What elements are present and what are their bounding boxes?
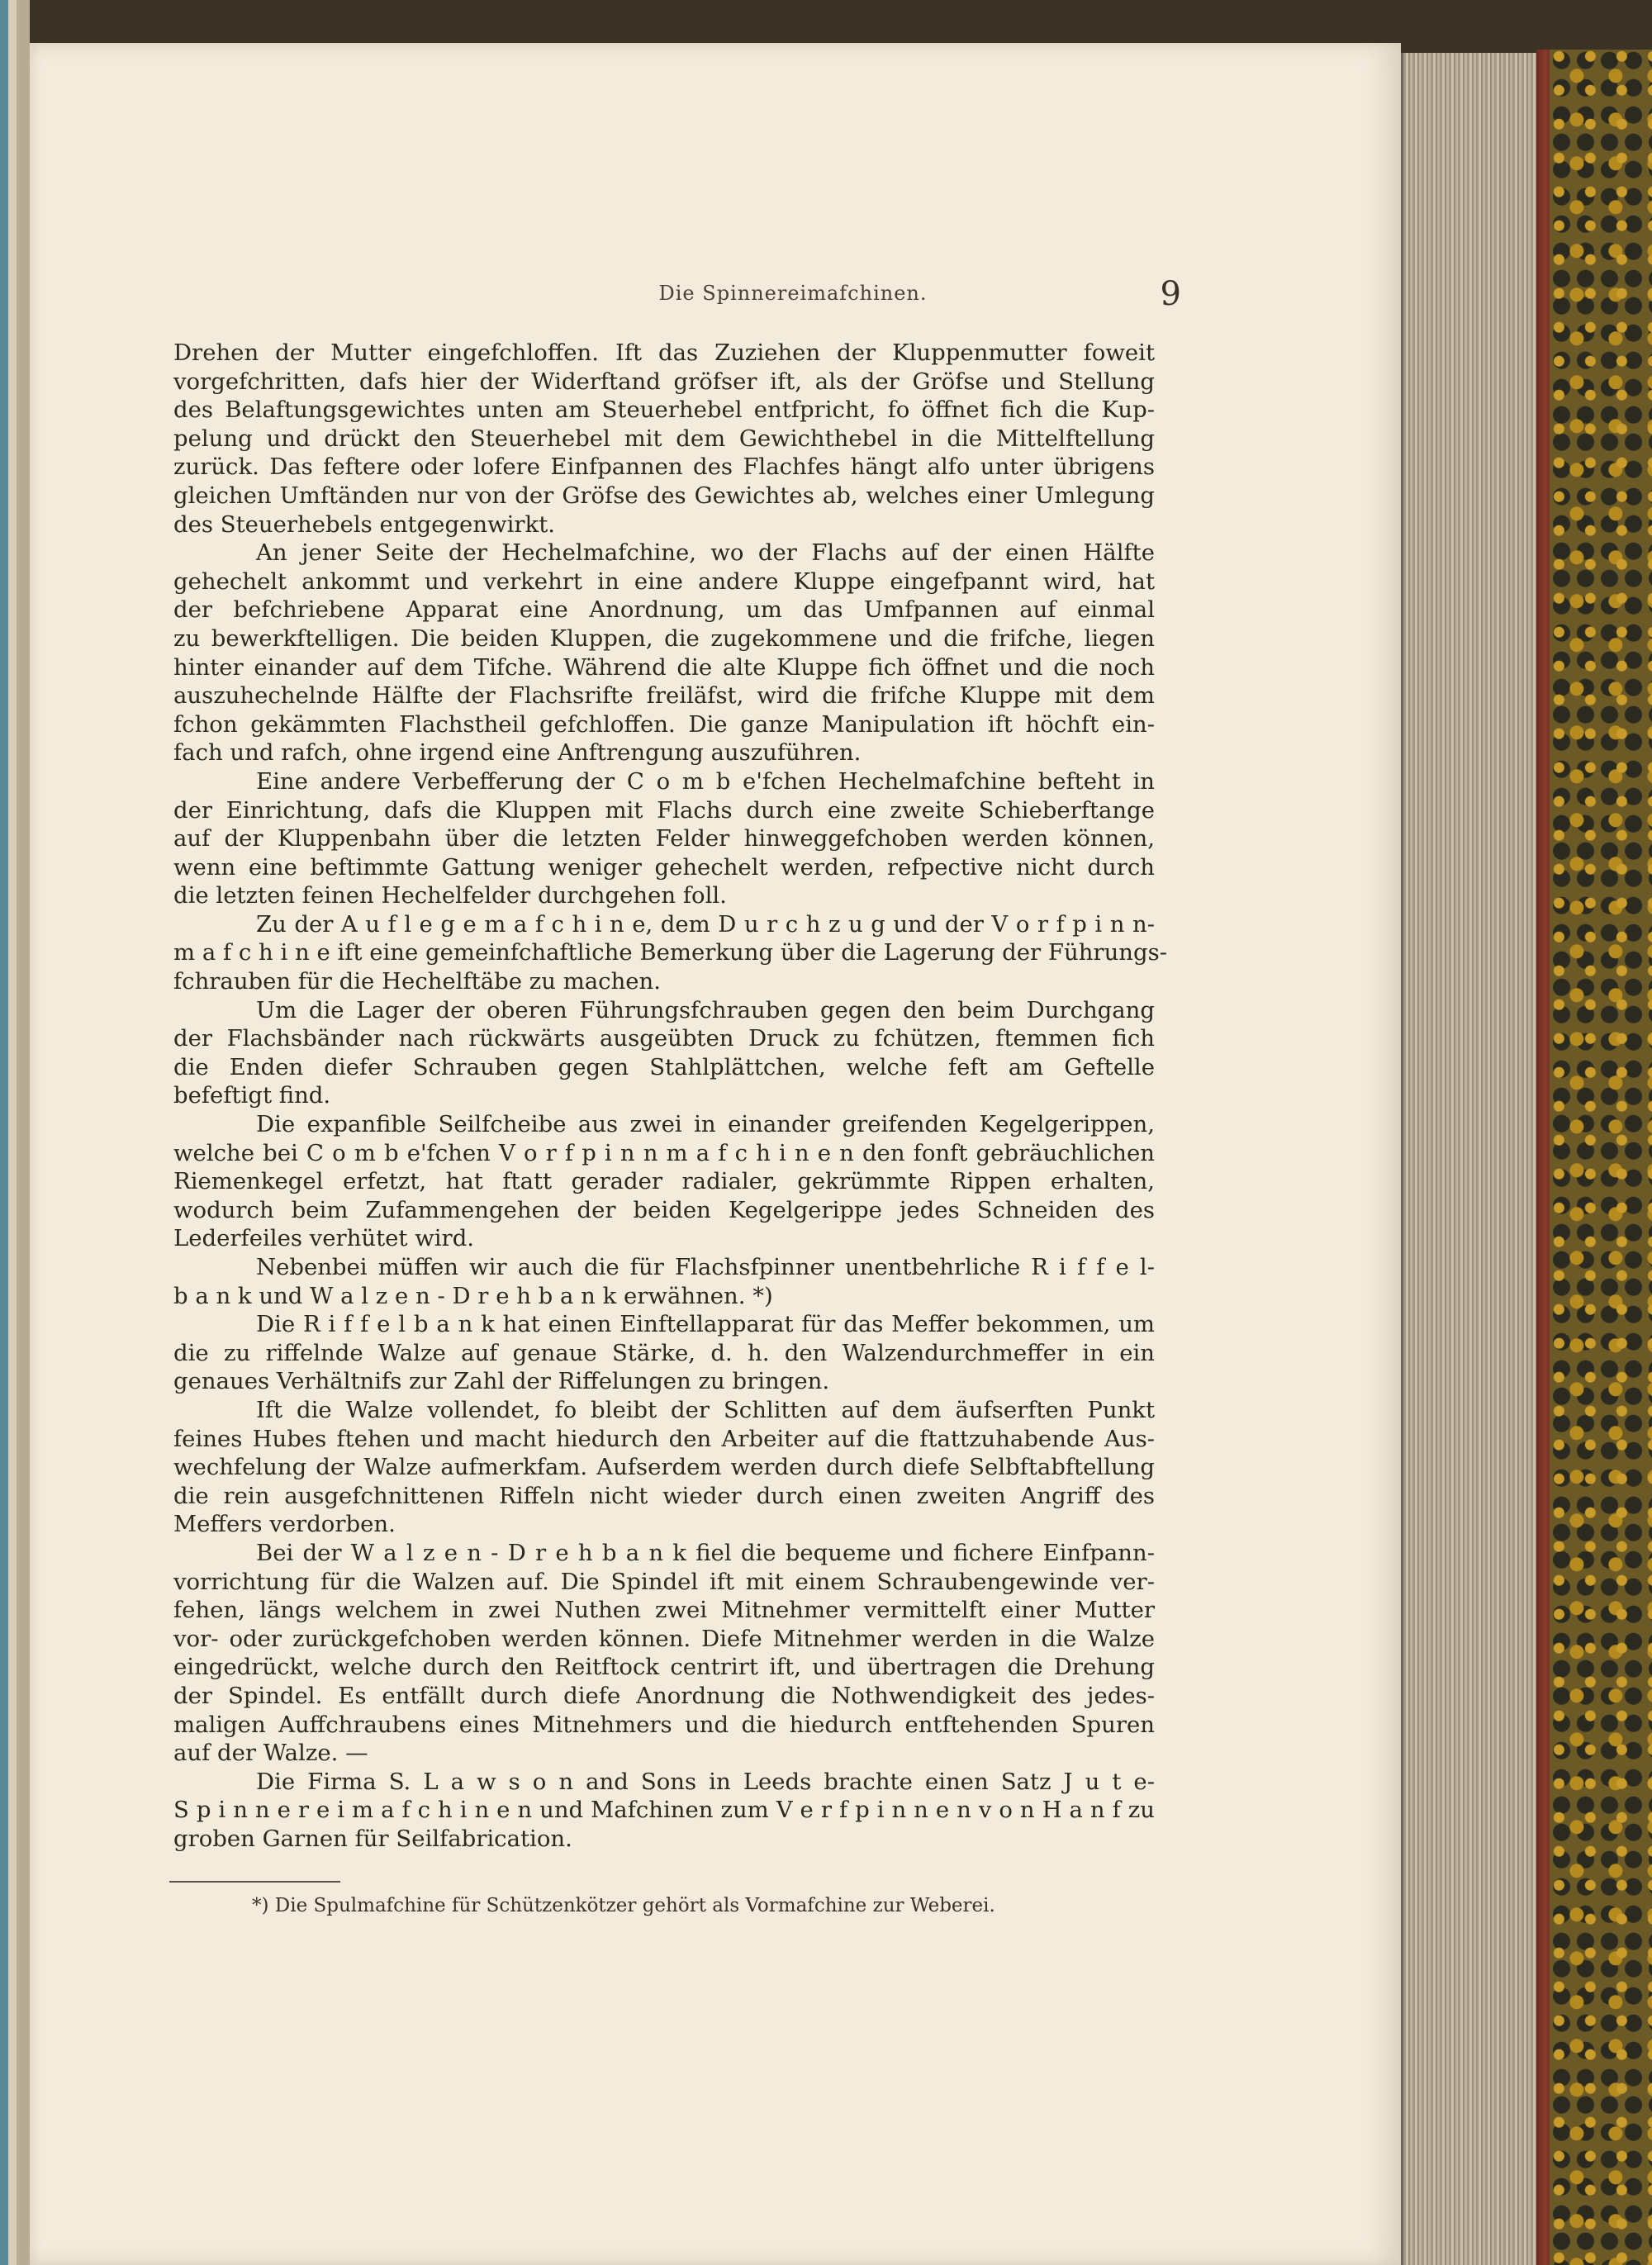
text-line: Nebenbei müffen wir auch die für Flachsfpinner unentbehrliche R i f f e l-	[256, 1254, 1155, 1280]
text-line: vor- oder zurückgefchoben werden können. Diefe Mitnehmer werden in die Walze	[173, 1625, 1155, 1652]
text-line: auf der Walze. —	[173, 1740, 368, 1767]
text-line: wechfelung der Walze aufmerkfam. Aufserdem werden durch diefe Selbftabftellung	[173, 1454, 1155, 1481]
left-page-edge	[0, 0, 30, 2265]
text-line: fchrauben für die Hechelftäbe zu machen.	[173, 968, 662, 995]
text-line: groben Garnen für Seilfabrication.	[173, 1825, 572, 1852]
footnote: *) Die Spulmafchine für Schützenkötzer gehört als Vormafchine zur Weberei.	[252, 1895, 995, 1916]
page-fore-edge	[1401, 53, 1552, 2265]
text-line: b a n k und W a l z e n - D r e h b a n k erwähnen. *)	[173, 1282, 773, 1309]
text-line: der Flachsbänder nach rückwärts ausgeübten Druck zu fchützen, ftemmen fich	[173, 1025, 1155, 1052]
text-line: Eine andere Verbefferung der C o m b e'fchen Hechelmafchine befteht in	[256, 767, 1155, 795]
text-line: die rein ausgefchnittenen Riffeln nicht wieder durch einen zweiten Angriff des	[173, 1482, 1155, 1509]
text-line: Die R i f f e l b a n k hat einen Einftellapparat für das Meffer bekommen, um	[256, 1311, 1155, 1338]
text-line: Riemenkegel erfetzt, hat ftatt gerader radialer, gekrümmte Rippen erhalten,	[173, 1168, 1155, 1195]
text-line: auszuhechelnde Hälfte der Flachsrifte freiläfst, wird die frifche Kluppe mit dem	[173, 682, 1155, 710]
text-line: gleichen Umftänden nur von der Gröfse des Gewichtes ab, welches einer Umlegung	[173, 482, 1155, 509]
text-line: maligen Auffchraubens eines Mitnehmers und die hiedurch entftehenden Spuren	[173, 1711, 1155, 1738]
text-line: Zu der A u f l e g e m a f c h i n e, dem D u r c h z u g und der V o r f p i n n-	[256, 910, 1155, 938]
text-line: eingedrückt, welche durch den Reitftock centrirt ift, und übertragen die Drehung	[173, 1654, 1155, 1681]
text-line: Die expanfible Seilfcheibe aus zwei in einander greifenden Kegelgerippen,	[256, 1111, 1155, 1138]
text-line: Bei der W a l z e n - D r e h b a n k fiel die bequeme und fichere Einfpann-	[256, 1539, 1155, 1566]
text-line: des Belaftungsgewichtes unten am Steuerhebel entfpricht, fo öffnet fich die Kup-	[173, 396, 1155, 424]
text-line: An jener Seite der Hechelmafchine, wo der Flachs auf der einen Hälfte	[256, 539, 1155, 567]
text-line: genaues Verhältnifs zur Zahl der Riffelungen zu bringen.	[173, 1368, 830, 1395]
text-line: die zu riffelnde Walze auf genaue Stärke, d. h. den Walzendurchmeffer in ein	[173, 1339, 1155, 1366]
text-line: S p i n n e r e i m a f c h i n e n und Mafchinen zum V e r f p i n n e n v o n H a n f zu	[173, 1797, 1155, 1824]
text-line: Meffers verdorben.	[173, 1511, 396, 1538]
text-line: fach und rafch, ohne irgend eine Anftrengung auszuführen.	[173, 739, 862, 767]
text-line: welche bei C o m b e'fchen V o r f p i n n m a f c h i n e n den fonft gebräuchlichen	[173, 1139, 1155, 1166]
body-text	[173, 339, 1168, 1853]
text-line: Die Firma S. L a w s o n and Sons in Leeds brachte einen Satz J u t e-	[256, 1768, 1155, 1795]
text-line: hinter einander auf dem Tifche. Während die alte Kluppe fich öffnet und die noch	[173, 653, 1155, 681]
text-line: Drehen der Mutter eingefchloffen. Ift das Zuziehen der Kluppenmutter foweit	[173, 340, 1155, 366]
text-line: des Steuerhebels entgegenwirkt.	[173, 510, 555, 538]
text-line: m a f c h i n e ift eine gemeinfchaftliche Bemerkung über die Lagerung der Führungs-	[173, 939, 1168, 966]
text-line: auf der Kluppenbahn über die letzten Felder hinweggefchoben werden können,	[173, 825, 1155, 852]
marbled-cover	[1550, 50, 1652, 2265]
text-line: der befchriebene Apparat eine Anordnung, um das Umfpannen auf einmal	[173, 596, 1155, 624]
text-line: Um die Lager der oberen Führungsfchrauben gegen den beim Durchgang	[256, 996, 1155, 1023]
text-line: gehechelt ankommt und verkehrt in eine andere Kluppe eingefpannt wird, hat	[173, 567, 1155, 595]
text-line: der Einrichtung, dafs die Kluppen mit Flachs durch eine zweite Schieberftange	[173, 796, 1155, 824]
running-head: Die Spinnereimafchinen.	[658, 282, 928, 305]
text-line: fehen, längs welchem in zwei Nuthen zwei Mitnehmer vermittelft einer Mutter	[173, 1597, 1155, 1624]
text-line: die letzten feinen Hechelfelder durchgehen foll.	[173, 882, 727, 909]
text-line: befeftigt find.	[173, 1082, 331, 1109]
text-line: vorgefchritten, dafs hier der Widerftand gröfser ift, als der Gröfse und Stellung	[173, 368, 1155, 395]
page-number: 9	[1160, 275, 1181, 313]
text-line: zurück. Das feftere oder lofere Einfpannen des Flachfes hängt alfo unter übrigens	[173, 453, 1155, 481]
text-line: Lederfeiles verhütet wird.	[173, 1225, 475, 1252]
text-line: wodurch beim Zufammengehen der beiden Kegelgerippe jedes Schneiden des	[173, 1196, 1155, 1223]
text-line: pelung und drückt den Steuerhebel mit dem Gewichthebel in die Mittelftellung	[173, 425, 1155, 452]
text-line: zu bewerkftelligen. Die beiden Kluppen, die zugekommene und die frifche, liegen	[173, 624, 1155, 652]
text-line: der Spindel. Es entfällt durch diefe Anordnung die Nothwendigkeit des jedes-	[173, 1682, 1155, 1709]
text-line: Ift die Walze vollendet, fo bleibt der Schlitten auf dem äufserften Punkt	[256, 1396, 1155, 1423]
text-line: die Enden diefer Schrauben gegen Stahlplättchen, welche feft am Geftelle	[173, 1053, 1155, 1080]
text-line: wenn eine beftimmte Gattung weniger gehechelt werden, refpective nicht durch	[173, 853, 1155, 881]
text-line: feines Hubes ftehen und macht hiedurch den Arbeiter auf die ftattzuhabende Aus-	[173, 1425, 1155, 1452]
text-line: vorrichtung für die Walzen auf. Die Spindel ift mit einem Schraubengewinde ver-	[173, 1568, 1155, 1595]
footnote-rule	[169, 1881, 340, 1883]
text-line: fchon gekämmten Flachstheil gefchloffen. Die ganze Manipulation ift höchft ein-	[173, 710, 1155, 738]
